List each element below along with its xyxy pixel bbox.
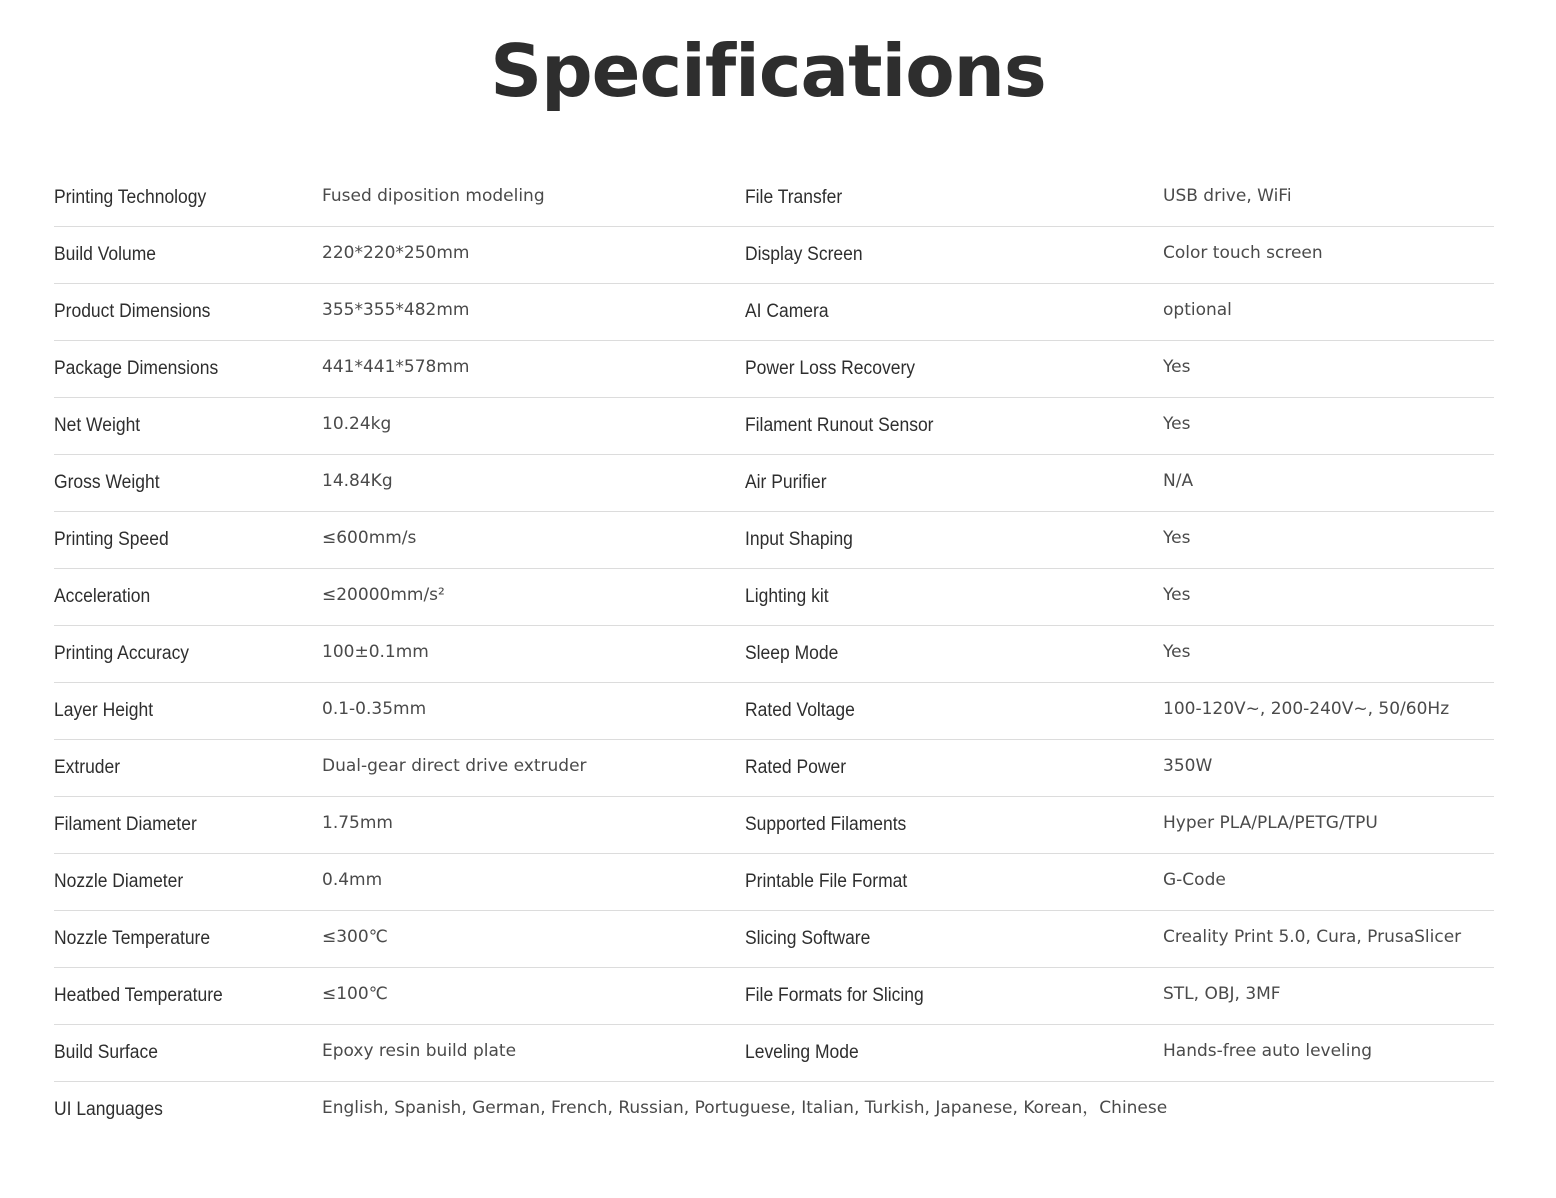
spec-row [54,569,1494,626]
spec-label: Gross Weight [54,472,160,493]
spec-value: 100±0.1mm [322,642,429,662]
spec-label: Printable File Format [745,871,908,892]
spec-label: Heatbed Temperature [54,985,223,1006]
spec-value: Yes [1163,585,1191,605]
spec-value: 220*220*250mm [322,243,470,263]
spec-row [54,626,1494,683]
spec-row [54,911,1494,968]
spec-row [54,455,1494,512]
spec-value: Yes [1163,357,1191,377]
spec-label: Lighting kit [745,586,829,607]
spec-row-languages [54,1082,1494,1138]
spec-label: Air Purifier [745,472,827,493]
spec-value: Hands-free auto leveling [1163,1041,1373,1061]
spec-label: Nozzle Temperature [54,928,211,949]
spec-label: Printing Accuracy [54,643,190,664]
spec-label: UI Languages [54,1099,163,1120]
spec-value: Hyper PLA/PLA/PETG/TPU [1163,813,1378,833]
spec-value: N/A [1163,471,1194,491]
spec-value: 14.84Kg [322,471,393,491]
spec-value: 1.75mm [322,813,393,833]
spec-label: AI Camera [745,301,829,322]
spec-value: ≤300℃ [322,927,388,947]
spec-label: Extruder [54,757,121,778]
spec-label: Sleep Mode [745,643,839,664]
spec-value: optional [1163,300,1232,320]
spec-value: 0.1-0.35mm [322,699,427,719]
spec-value: Creality Print 5.0, Cura, PrusaSlicer [1163,927,1462,947]
spec-row [54,170,1494,227]
spec-label: Product Dimensions [54,301,211,322]
spec-value: G-Code [1163,870,1226,890]
spec-label: Leveling Mode [745,1042,859,1063]
spec-row [54,683,1494,740]
spec-label: Filament Diameter [54,814,197,835]
spec-label: Build Volume [54,244,157,265]
spec-label: File Formats for Slicing [745,985,924,1006]
spec-value: 0.4mm [322,870,383,890]
spec-label: Build Surface [54,1042,158,1063]
spec-row [54,284,1494,341]
spec-row [54,740,1494,797]
spec-label: Acceleration [54,586,151,607]
spec-table [54,170,1494,1138]
spec-label: Rated Power [745,757,847,778]
spec-label: Supported Filaments [745,814,907,835]
spec-value: ≤20000mm/s² [322,585,445,605]
spec-value: ≤100℃ [322,984,388,1004]
spec-label: Printing Technology [54,187,207,208]
spec-label: Power Loss Recovery [745,358,916,379]
spec-value: 441*441*578mm [322,357,470,377]
spec-row [54,227,1494,284]
spec-row [54,854,1494,911]
spec-value: Yes [1163,414,1191,434]
spec-value: Fused diposition modeling [322,186,545,206]
spec-label: Slicing Software [745,928,871,949]
spec-label: Filament Runout Sensor [745,415,934,436]
spec-row [54,512,1494,569]
spec-label: Printing Speed [54,529,169,550]
spec-value: USB drive, WiFi [1163,186,1292,206]
spec-label: Layer Height [54,700,154,721]
spec-value: 100-120V~, 200-240V~, 50/60Hz [1163,699,1450,719]
page-title: Specifications [490,29,1046,113]
spec-value: 355*355*482mm [322,300,470,320]
spec-value: STL, OBJ, 3MF [1163,984,1281,1004]
spec-value: Yes [1163,642,1191,662]
spec-label: Package Dimensions [54,358,219,379]
spec-value: 350W [1163,756,1213,776]
spec-value: Dual-gear direct drive extruder [322,756,587,776]
spec-row [54,341,1494,398]
spec-row [54,797,1494,854]
spec-label: Nozzle Diameter [54,871,184,892]
spec-row [54,968,1494,1025]
spec-row [54,1025,1494,1082]
spec-value: ≤600mm/s [322,528,417,548]
spec-label: Display Screen [745,244,863,265]
spec-label: File Transfer [745,187,843,208]
spec-label: Rated Voltage [745,700,855,721]
spec-label: Net Weight [54,415,141,436]
spec-value: Color touch screen [1163,243,1323,263]
spec-label: Input Shaping [745,529,853,550]
spec-value: Epoxy resin build plate [322,1041,517,1061]
spec-row [54,398,1494,455]
spec-value: 10.24kg [322,414,392,434]
spec-value: Yes [1163,528,1191,548]
spec-value: English, Spanish, German, French, Russian, Portuguese, Italian, Turkish, Japanese, Korean，Chinese [322,1098,1168,1118]
